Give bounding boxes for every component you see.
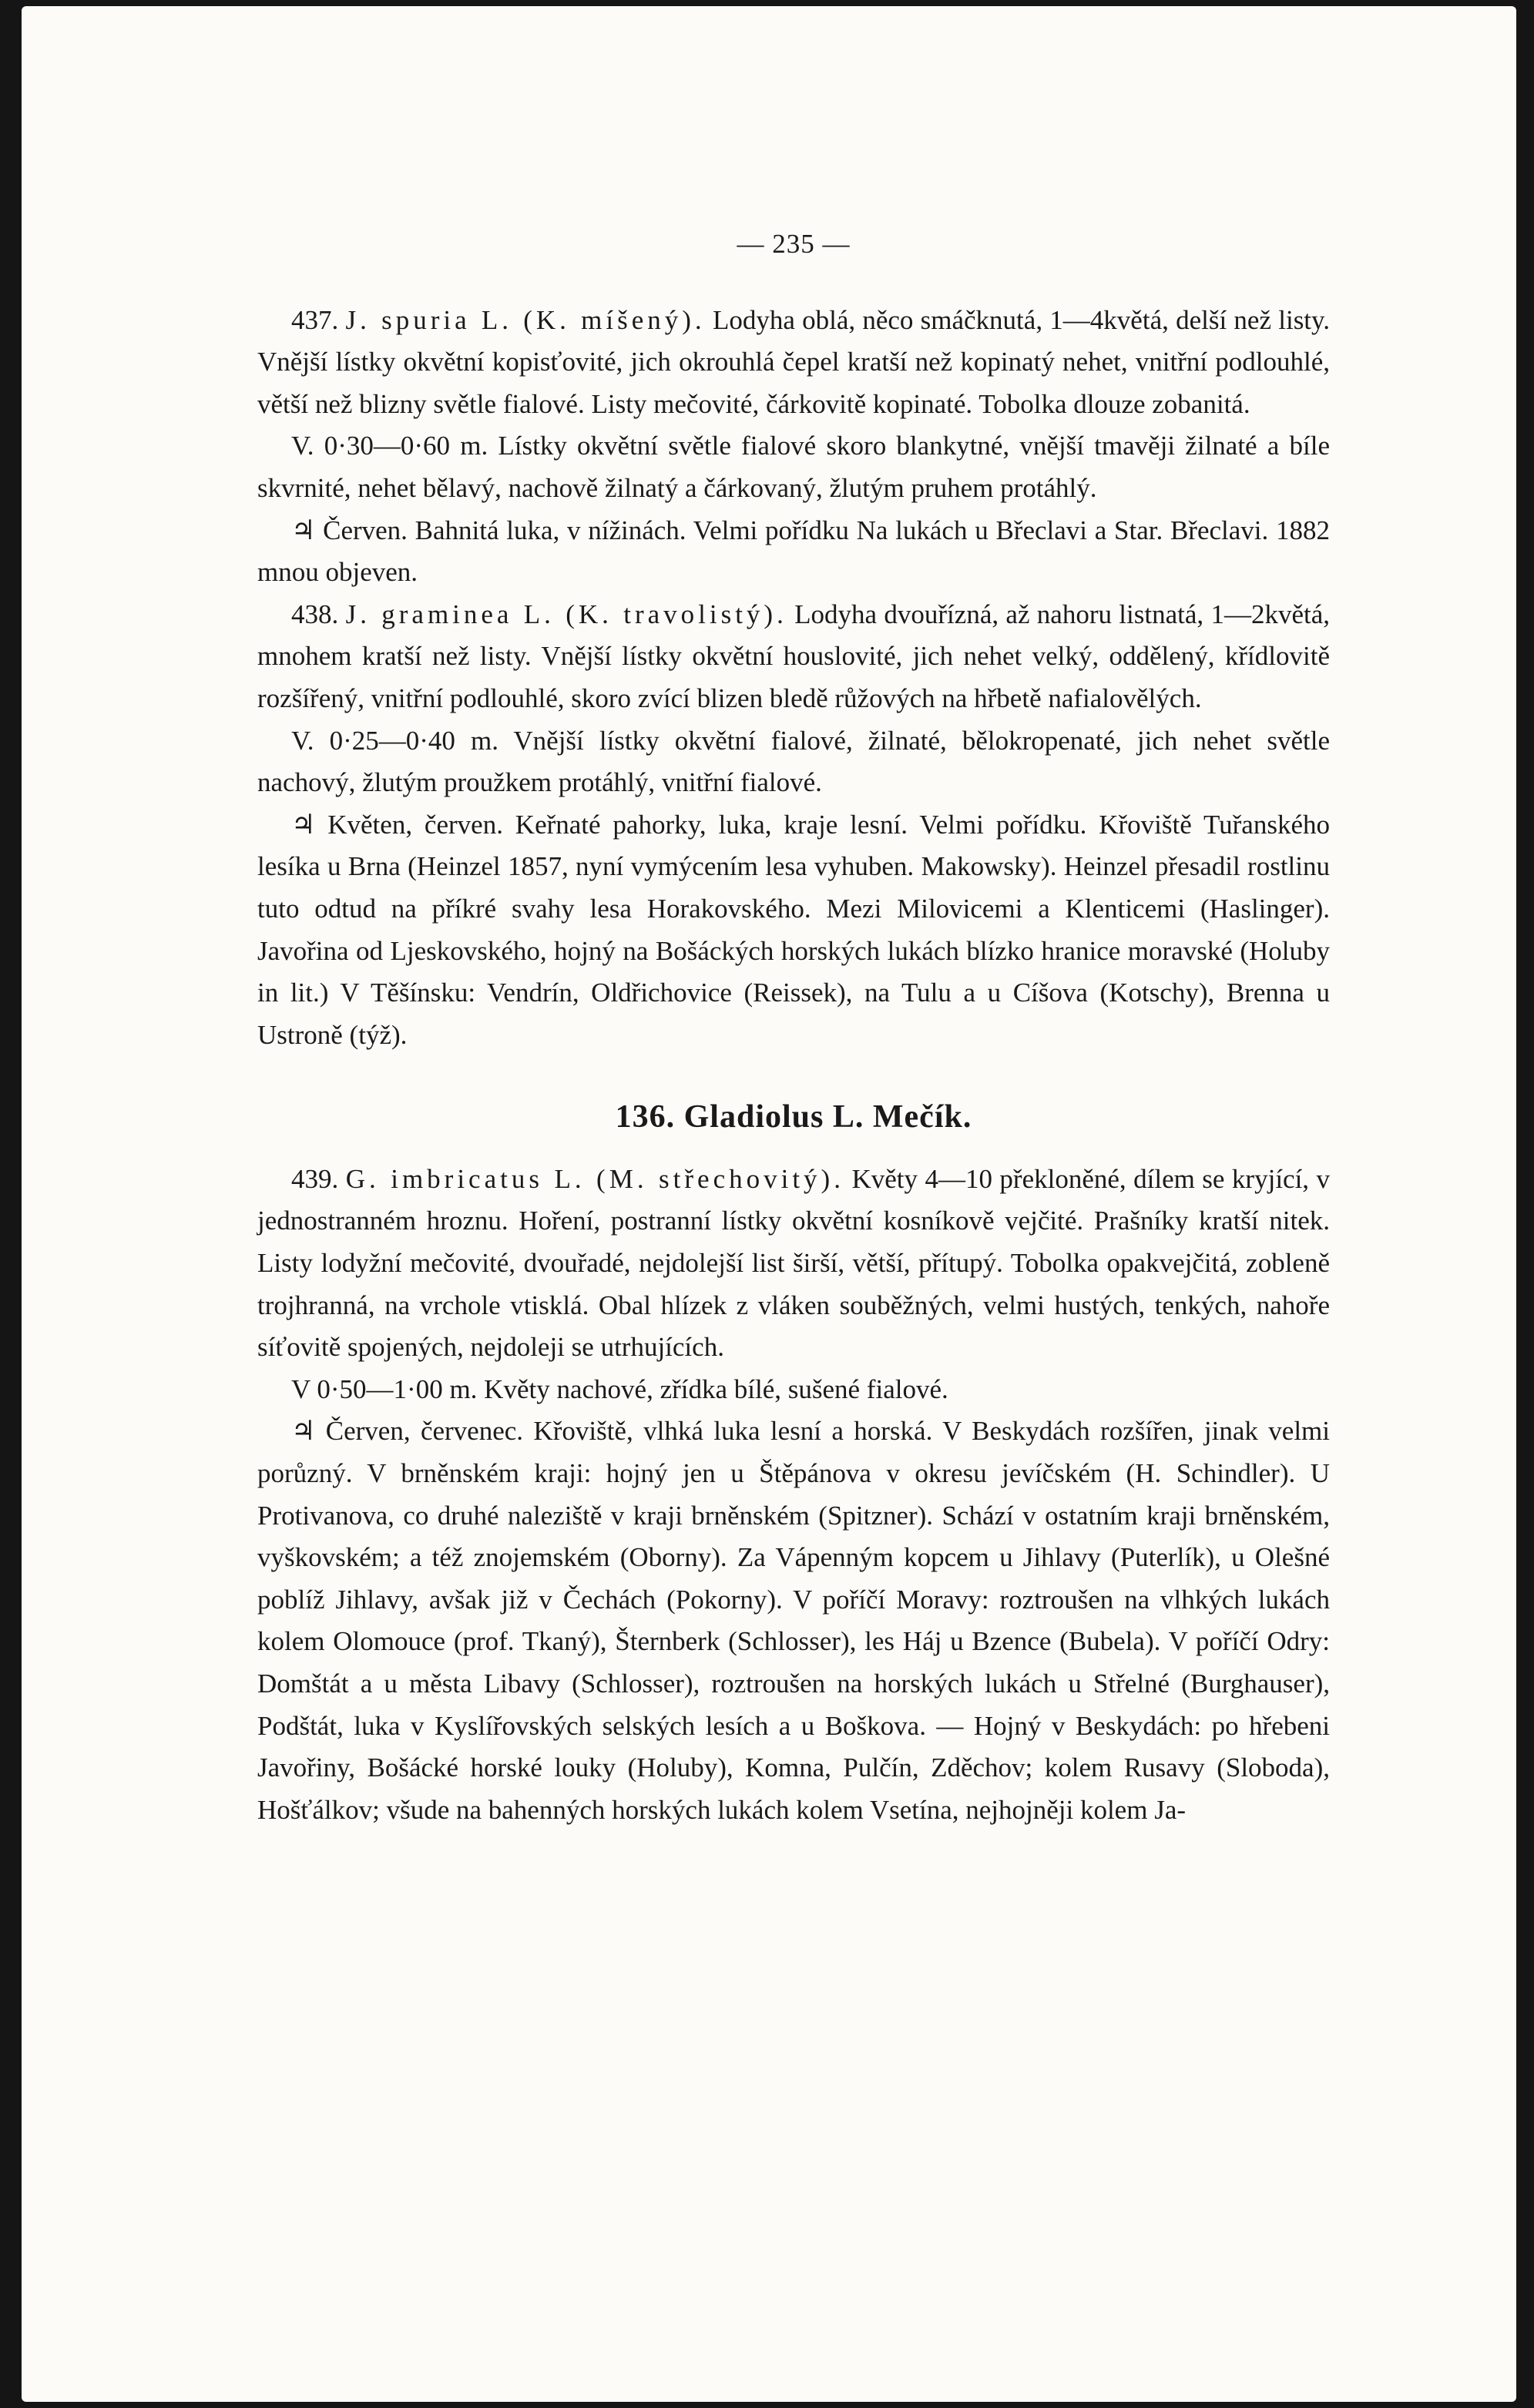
entry-439-locality: ♃ Červen, červenec. Křoviště, vlhká luka lesní a horská. V Beskydách rozšířen, jinak velmi porůzný. V brněnském kraji: hojný jen u Štěpánova v okresu jevíčském (H. Schindler). U Protivanova, co druhé naleziště v kraji brněnském (Spitzner). Schází v ostatním kraji brněnském, vyškovském; a též znojemském (Oborny). Za Vápenným kopcem u Jihlavy (Puterlík), u Olešné poblíž Jihlavy, avšak již v Čechách (Pokorny). V poříčí Moravy: roztroušen na vlhkých lukách kolem Olomouce (prof. Tkaný), Šternberk (Schlosser), les Háj u Bzence (Bubela). V poříčí Odry: Domštát a u města Libavy (Schlosser), roztroušen na horských lukách u Střelné (Burghauser), Podštát, luka v Kyslířovských selských lesích a u Boškova. — Hojný v Beskydách: po hřebeni Javořiny, Bošácké horské louky (Holuby), Komna, Pulčín, Zděchov; kolem Rusavy (Sloboda), Hošťálkov; všude na bahenných horských lukách kolem Vsetína, nejhojněji kolem Ja-	[257, 1416, 1330, 1825]
entry-437-dimensions: V. 0·30—0·60 m. Lístky okvětní světle fialové skoro blankytné, vnější tmavěji žilnaté a bíle skvrnité, nehet bělavý, nachově žilnatý a čárkovaný, žlutým pruhem protáhlý.	[257, 431, 1330, 503]
species-name: J. spuria L. (K. míšený).	[345, 304, 706, 335]
entry-438-dimensions: V. 0·25—0·40 m. Vnější lístky okvětní fialové, žilnaté, bělokropenaté, jich nehet světle nachový, žlutým proužkem protáhlý, vnitřní fialové.	[257, 725, 1330, 798]
page-number: — 235 —	[737, 229, 851, 259]
entry-text: Lodyha oblá, něco smáčknutá, 1—4květá, delší než listy. Vnější lístky okvětní kopisťovité, jich okrouhlá čepel kratší než kopinatý nehet, vnitřní podlouhlé, větší než blizny světle fialové. Listy mečovité, čárkovitě kopinaté. Tobolka dlouze zobanitá.	[257, 304, 1331, 419]
entry-439-dimensions: V 0·50—1·00 m. Květy nachové, zřídka bílé, sušené fialové.	[291, 1373, 948, 1404]
entry-number: 438.	[291, 599, 339, 629]
entry-text: Květy 4—10 překloněné, dílem se kryjící, v jednostranném hroznu. Hoření, postranní lístky okvětní kosníkově vejčité. Prašníky kratší nitek. Listy lodyžní mečovité, dvouřadé, nejdolejší list širší, větší, přítupý. Tobolka opakvejčitá, zobleně trojhranná, na vrchole vtisklá. Obal hlízek z vláken souběžných, velmi hustých, tenkých, nahoře síťovitě spojených, nejdoleji se utrhujících.	[257, 1163, 1331, 1363]
species-name: G. imbricatus L. (M. střechovitý).	[345, 1163, 844, 1194]
entry-438-locality: ♃ Květen, červen. Keřnaté pahorky, luka, kraje lesní. Velmi pořídku. Křoviště Tuřanského lesíka u Brna (Heinzel 1857, nyní vymýcením lesa vyhuben. Makowsky). Heinzel přesadil rostlinu tuto odtud na příkré svahy lesa Horakovského. Mezi Milovicemi a Klenticemi (Haslinger). Javořina od Ljeskovského, hojný na Bošáckých horských lukách blízko hranice moravské (Holuby in lit.) V Těšínsku: Vendrín, Oldřichovice (Reissek), na Tulu a u Cíšova (Kotschy), Brenna u Ustroně (týž).	[257, 809, 1330, 1050]
page-sheet	[22, 6, 1516, 2402]
entry-437-description	[257, 300, 1330, 426]
entry-number: 439.	[291, 1163, 339, 1194]
entry-text: Lodyha dvouřízná, až nahoru listnatá, 1—2květá, mnohem kratší než listy. Vnější lístky okvětní houslovité, jich nehet velký, oddělený, křídlovitě rozšířený, vnitřní podlouhlé, skoro zvící blizen bledě růžových na hřbetě nafialovělých.	[257, 599, 1331, 713]
species-name: J. graminea L. (K. travolistý).	[345, 599, 787, 629]
entry-437-locality: ♃ Červen. Bahnitá luka, v nížinách. Velmi pořídku Na lukách u Břeclavi a Star. Břeclavi. 1882 mnou objeven.	[257, 515, 1330, 588]
entry-438-description	[257, 594, 1330, 720]
entry-439-description	[257, 1159, 1330, 1369]
genus-heading: 136. Gladiolus L. Mečík.	[615, 1099, 972, 1135]
document-body	[257, 223, 1330, 1831]
entry-number: 437.	[291, 304, 339, 335]
